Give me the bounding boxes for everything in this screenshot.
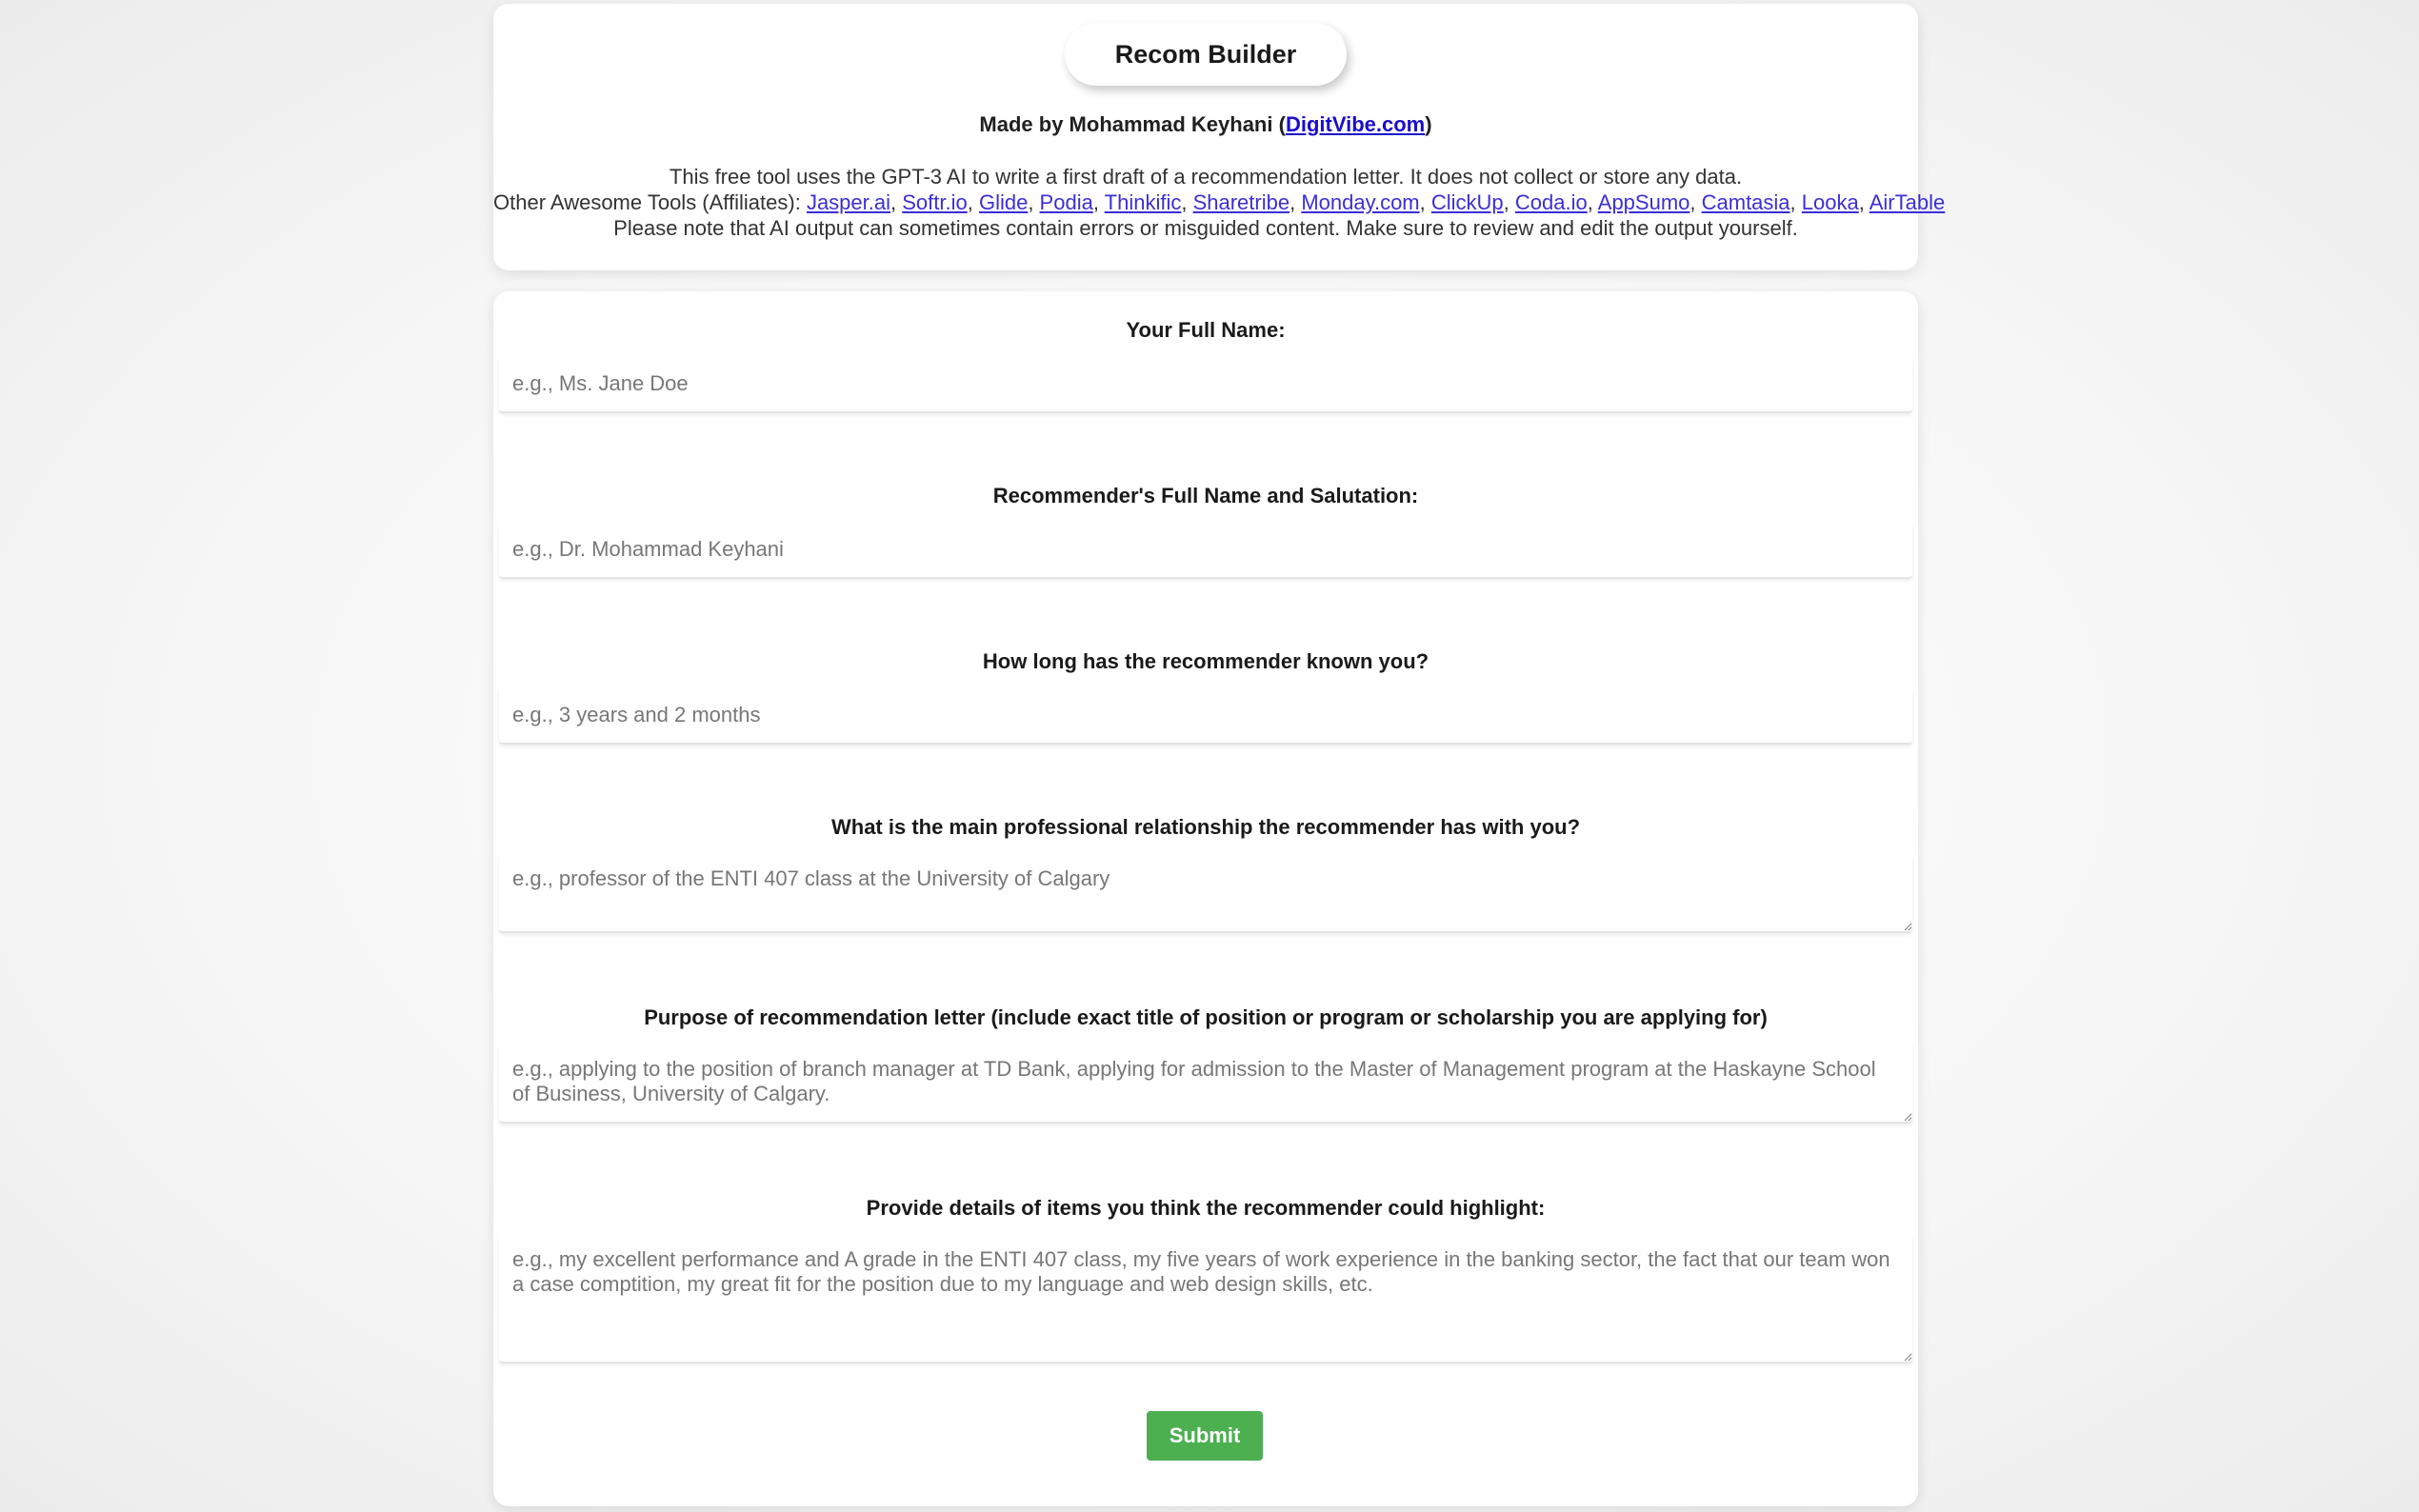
tool-link-looka[interactable]: Looka: [1801, 190, 1859, 214]
full-name-label: Your Full Name:: [1126, 318, 1286, 342]
known-duration-label: How long has the recommender known you?: [982, 649, 1429, 673]
description-text: This free tool uses the GPT-3 AI to write a first draft of a recommendation letter. It does not collect or store any data.: [669, 165, 1743, 189]
tool-link-clickup[interactable]: ClickUp: [1430, 190, 1504, 214]
header-card: [493, 4, 1946, 270]
tool-link-podia[interactable]: Podia: [1039, 190, 1093, 214]
made-by-prefix: Made by Mohammad Keyhani (: [979, 112, 1286, 136]
tool-link-monday[interactable]: Monday.com: [1301, 190, 1420, 214]
known-duration-input[interactable]: [499, 687, 1912, 745]
form-card: [493, 291, 1918, 1506]
relationship-label: What is the main professional relationship the recommender has with you?: [830, 815, 1581, 839]
made-by-suffix: ): [1425, 112, 1432, 136]
made-by-line: [493, 112, 1918, 137]
tool-link-glide[interactable]: Glide: [978, 190, 1029, 214]
digitvibe-link[interactable]: DigitVibe.com: [1285, 112, 1426, 136]
recommender-name-input[interactable]: [499, 522, 1912, 579]
full-name-input[interactable]: [499, 356, 1912, 413]
relationship-textarea[interactable]: [499, 853, 1912, 933]
tool-link-jasper[interactable]: Jasper.ai: [806, 190, 890, 214]
tool-link-camtasia[interactable]: Camtasia: [1701, 190, 1790, 214]
highlights-label: Provide details of items you think the recommender could highlight:: [866, 1196, 1546, 1220]
tool-link-sharetribe[interactable]: Sharetribe: [1192, 190, 1290, 214]
submit-button[interactable]: Submit: [1147, 1411, 1263, 1461]
disclaimer-note: Please note that AI output can sometimes contain errors or misguided content. Make sure to review and edit the output yourself.: [613, 216, 1798, 240]
tool-link-appsumo[interactable]: AppSumo: [1597, 190, 1690, 214]
app-title: Recom Builder: [1065, 23, 1347, 86]
purpose-label: Purpose of recommendation letter (include exact title of position or program or scholarship you are applying for): [644, 1005, 1768, 1029]
purpose-textarea[interactable]: [499, 1044, 1912, 1124]
highlights-textarea[interactable]: [499, 1234, 1912, 1363]
tools-prefix: Other Awesome Tools (Affiliates):: [493, 190, 807, 214]
affiliate-tools: Other Awesome Tools (Affiliates): Jasper.ai, Softr.io, Glide, Podia, Thinkific, Sharetribe, Monday.com, ClickUp, Coda.io, AppSumo, Camtasia, Looka, AirTable: [493, 190, 1946, 214]
tool-link-airtable[interactable]: AirTable: [1869, 190, 1946, 214]
tool-link-softr[interactable]: Softr.io: [902, 190, 968, 214]
recommender-name-label: Recommender's Full Name and Salutation:: [992, 484, 1419, 507]
description-block: [493, 164, 1946, 241]
tool-link-thinkific[interactable]: Thinkific: [1104, 190, 1182, 214]
tool-link-coda[interactable]: Coda.io: [1514, 190, 1588, 214]
